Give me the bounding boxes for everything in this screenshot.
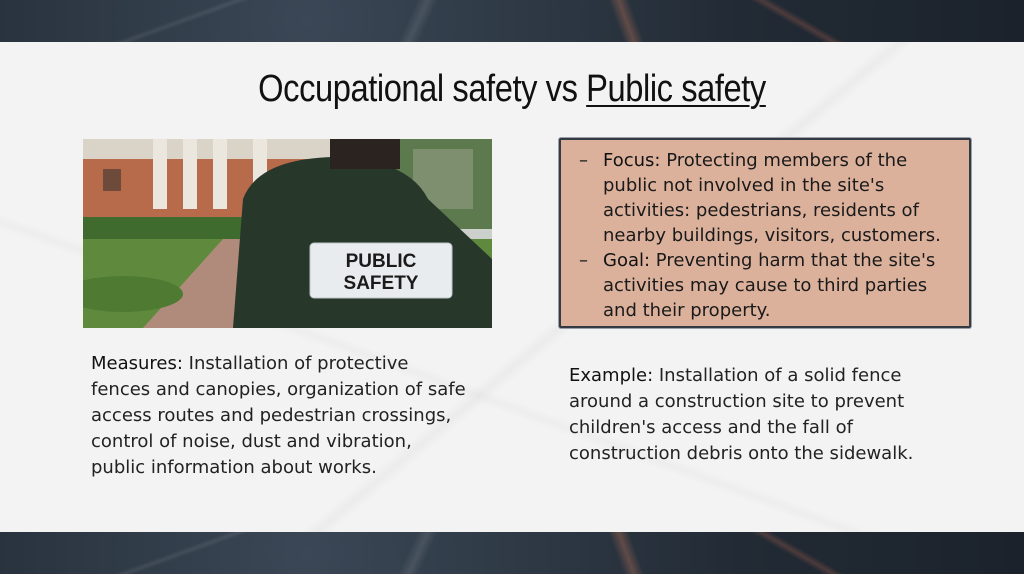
public-safety-info-box	[559, 138, 971, 328]
patch-line1: PUBLIC	[345, 251, 417, 272]
marble-border-top	[0, 0, 1024, 42]
title-underlined: Public safety	[586, 68, 766, 110]
head	[330, 139, 400, 169]
example-label: Example:	[569, 365, 654, 386]
goal-bullet	[571, 248, 959, 323]
photo-illustration	[83, 139, 492, 328]
goal-label: Goal:	[603, 250, 651, 271]
marble-border-bottom	[0, 532, 1024, 574]
slide-title	[72, 68, 953, 111]
title-prefix: Occupational safety vs	[258, 68, 587, 110]
example-text: Installation of a solid fence around a construction site to prevent children's access and the fall of construction debris onto the sidewalk.	[569, 365, 914, 464]
example-paragraph	[569, 363, 969, 467]
public-safety-photo	[83, 139, 492, 328]
bullet-dash: –	[579, 150, 588, 171]
measures-paragraph	[91, 351, 471, 481]
column	[213, 139, 227, 209]
patch-line2: SAFETY	[343, 273, 419, 294]
focus-bullet	[571, 148, 959, 248]
column	[183, 139, 197, 209]
focus-text: Protecting members of the public not involved in the site's activities: pedestrians, residents of nearby buildings, visitors, customers.	[603, 150, 941, 246]
measures-label: Measures:	[91, 353, 183, 374]
column	[153, 139, 167, 209]
window	[103, 169, 121, 191]
focus-label: Focus:	[603, 150, 661, 171]
bullet-dash: –	[579, 250, 588, 271]
goal-text: Preventing harm that the site's activities may cause to third parties and their property.	[603, 250, 936, 321]
measures-text: Installation of protective fences and canopies, organization of safe access routes and pedestrian crossings, control of noise, dust and vibration, public information about works.	[91, 353, 466, 478]
building-cornice	[83, 139, 333, 159]
hedge	[83, 217, 253, 239]
